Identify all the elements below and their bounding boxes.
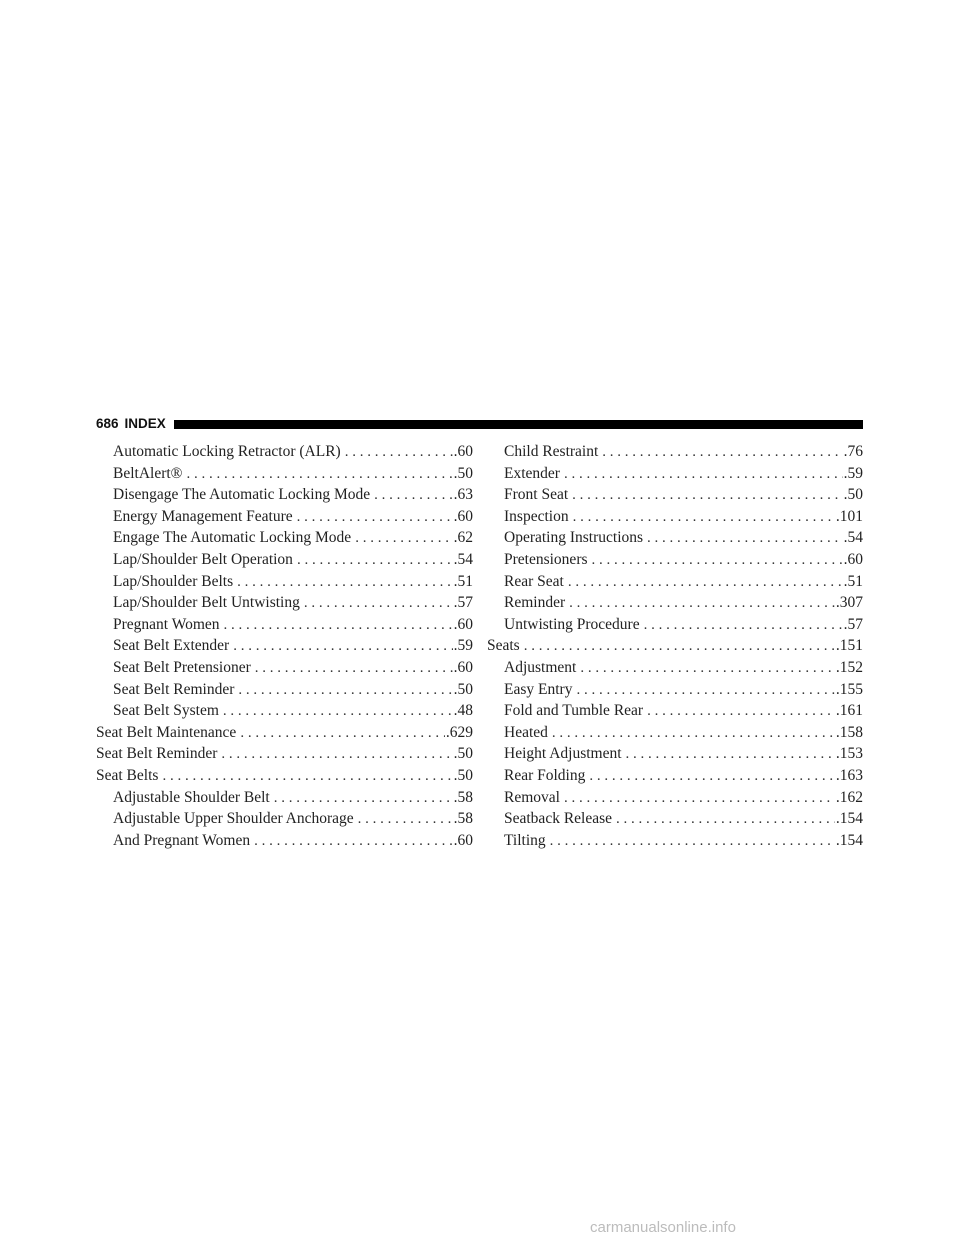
dot-leader bbox=[588, 550, 843, 571]
entry-label: Easy Entry bbox=[504, 680, 573, 698]
index-subentry bbox=[96, 657, 473, 679]
index-subentry bbox=[487, 765, 863, 787]
index-subentry bbox=[96, 506, 473, 528]
dot-leader bbox=[568, 485, 842, 506]
entry-page-number: .151 bbox=[835, 637, 863, 655]
entry-page-number: .60 bbox=[453, 507, 473, 525]
dot-leader bbox=[182, 464, 452, 485]
dot-leader bbox=[341, 442, 453, 463]
index-subentry bbox=[487, 830, 863, 852]
entry-label: Inspection bbox=[504, 507, 569, 525]
index-subentry bbox=[96, 700, 473, 722]
index-subentry bbox=[96, 571, 473, 593]
index-subentry bbox=[487, 787, 863, 809]
watermark: carmanualsonline.info bbox=[590, 1219, 736, 1236]
dot-leader bbox=[293, 507, 453, 528]
entry-page-number: .54 bbox=[453, 550, 473, 568]
entry-page-number: .154 bbox=[835, 831, 863, 849]
entry-label: Lap/Shoulder Belts bbox=[113, 572, 234, 590]
entry-page-number: .50 bbox=[843, 486, 863, 504]
dot-leader bbox=[293, 550, 453, 571]
entry-label: Fold and Tumble Rear bbox=[504, 702, 644, 720]
index-subentry bbox=[487, 506, 863, 528]
dot-leader bbox=[236, 723, 445, 744]
index-column-left bbox=[96, 441, 473, 851]
entry-label: Untwisting Procedure bbox=[504, 615, 640, 633]
entry-label: Child Restraint bbox=[504, 443, 599, 460]
dot-leader bbox=[643, 528, 843, 549]
index-subentry bbox=[96, 441, 473, 463]
index-subentry bbox=[96, 830, 473, 852]
entry-page-number: .60 bbox=[453, 831, 473, 849]
entry-page-number: .152 bbox=[835, 658, 863, 676]
entry-page-number: .163 bbox=[835, 766, 863, 784]
entry-page-number: .158 bbox=[835, 723, 863, 741]
entry-page-number: .54 bbox=[843, 529, 863, 547]
index-subentry bbox=[487, 441, 863, 463]
entry-page-number: .51 bbox=[453, 572, 473, 590]
entry-label: Extender bbox=[504, 464, 560, 482]
entry-page-number: .57 bbox=[453, 594, 473, 612]
index-subentry bbox=[487, 571, 863, 593]
entry-label: Operating Instructions bbox=[504, 529, 644, 547]
entry-label: Rear Folding bbox=[504, 766, 586, 784]
entry-page-number: .629 bbox=[445, 723, 473, 741]
entry-page-number: .58 bbox=[453, 788, 473, 806]
entry-label: Lap/Shoulder Belt Untwisting bbox=[113, 594, 300, 612]
entry-label: Engage The Automatic Locking Mode bbox=[113, 529, 352, 547]
entry-label: Automatic Locking Retractor (ALR) bbox=[113, 443, 341, 460]
entry-page-number: .50 bbox=[453, 766, 473, 784]
entry-label: Adjustment bbox=[504, 658, 577, 676]
entry-label: Seat Belt Reminder bbox=[113, 680, 235, 698]
entry-label: Seat Belt Maintenance bbox=[96, 723, 237, 741]
entry-label: Lap/Shoulder Belt Operation bbox=[113, 550, 293, 568]
dot-leader bbox=[548, 723, 835, 744]
dot-leader bbox=[234, 680, 452, 701]
entry-label: Seatback Release bbox=[504, 810, 613, 828]
entry-label: Seat Belt Extender bbox=[113, 637, 230, 655]
index-subentry bbox=[96, 808, 473, 830]
dot-leader bbox=[250, 831, 453, 852]
index-subentry bbox=[96, 549, 473, 571]
index-subentry bbox=[96, 635, 473, 657]
index-subentry bbox=[487, 484, 863, 506]
dot-leader bbox=[158, 766, 452, 787]
dot-leader bbox=[585, 766, 835, 787]
dot-leader bbox=[622, 744, 835, 765]
index-subentry bbox=[487, 743, 863, 765]
dot-leader bbox=[229, 636, 452, 657]
dot-leader bbox=[565, 593, 835, 614]
entry-page-number: .155 bbox=[835, 680, 863, 698]
index-subentry bbox=[487, 700, 863, 722]
dot-leader bbox=[560, 788, 835, 809]
dot-leader bbox=[300, 593, 453, 614]
section-title: INDEX bbox=[124, 416, 166, 431]
entry-label: Adjustable Upper Shoulder Anchorage bbox=[113, 810, 354, 828]
index-subentry bbox=[96, 614, 473, 636]
entry-page-number: .161 bbox=[835, 702, 863, 720]
entry-label: Energy Management Feature bbox=[113, 507, 293, 525]
index-subentry bbox=[96, 787, 473, 809]
entry-label: Height Adjustment bbox=[504, 745, 622, 763]
index-entry bbox=[96, 743, 473, 765]
page-number: 686 bbox=[96, 416, 119, 431]
entry-page-number: .57 bbox=[843, 615, 863, 633]
entry-label: Seats bbox=[487, 637, 520, 655]
entry-label: Front Seat bbox=[504, 486, 569, 504]
entry-page-number: .154 bbox=[835, 810, 863, 828]
dot-leader bbox=[219, 701, 453, 722]
index-subentry bbox=[487, 463, 863, 485]
entry-label: Reminder bbox=[504, 594, 566, 612]
entry-label: Seat Belt Reminder bbox=[96, 745, 218, 763]
entry-page-number: .62 bbox=[453, 529, 473, 547]
dot-leader bbox=[351, 528, 452, 549]
index-subentry bbox=[96, 679, 473, 701]
entry-page-number: .307 bbox=[835, 594, 863, 612]
entry-page-number: .76 bbox=[843, 443, 863, 460]
index-subentry bbox=[487, 527, 863, 549]
entry-label: Pregnant Women bbox=[113, 615, 220, 633]
index-entry bbox=[96, 722, 473, 744]
dot-leader bbox=[270, 788, 453, 809]
dot-leader bbox=[564, 572, 843, 593]
entry-page-number: .48 bbox=[453, 702, 473, 720]
page-header bbox=[96, 417, 863, 431]
dot-leader bbox=[612, 809, 835, 830]
index-subentry bbox=[96, 527, 473, 549]
index-subentry bbox=[487, 808, 863, 830]
entry-label: Tilting bbox=[504, 831, 546, 849]
entry-label: Adjustable Shoulder Belt bbox=[113, 788, 270, 806]
entry-page-number: .60 bbox=[843, 550, 863, 568]
dot-leader bbox=[217, 744, 452, 765]
index-subentry bbox=[487, 592, 863, 614]
entry-label: Removal bbox=[504, 788, 560, 806]
dot-leader bbox=[220, 615, 453, 636]
entry-page-number: .162 bbox=[835, 788, 863, 806]
entry-page-number: .50 bbox=[453, 680, 473, 698]
dot-leader bbox=[572, 680, 834, 701]
entry-page-number: .153 bbox=[835, 745, 863, 763]
entry-page-number: .101 bbox=[835, 507, 863, 525]
dot-leader bbox=[560, 464, 843, 485]
dot-leader bbox=[520, 636, 835, 657]
entry-page-number: .59 bbox=[453, 637, 473, 655]
index-entry bbox=[96, 765, 473, 787]
entry-page-number: .59 bbox=[843, 464, 863, 482]
dot-leader bbox=[576, 658, 835, 679]
dot-leader bbox=[640, 615, 843, 636]
entry-page-number: .50 bbox=[453, 745, 473, 763]
entry-page-number: .60 bbox=[453, 443, 473, 460]
index-subentry bbox=[487, 679, 863, 701]
entry-label: BeltAlert® bbox=[113, 464, 183, 482]
entry-page-number: .60 bbox=[453, 658, 473, 676]
dot-leader bbox=[370, 485, 452, 506]
index-subentry bbox=[487, 657, 863, 679]
dot-leader bbox=[233, 572, 453, 593]
entry-page-number: .51 bbox=[843, 572, 863, 590]
entry-label: Disengage The Automatic Locking Mode bbox=[113, 486, 371, 504]
entry-page-number: .58 bbox=[453, 810, 473, 828]
dot-leader bbox=[598, 442, 842, 463]
index-entry bbox=[487, 635, 863, 657]
entry-label: Pretensioners bbox=[504, 550, 588, 568]
entry-label: And Pregnant Women bbox=[113, 831, 251, 849]
entry-label: Rear Seat bbox=[504, 572, 564, 590]
index-subentry bbox=[96, 463, 473, 485]
entry-label: Seat Belt Pretensioner bbox=[113, 658, 251, 676]
index-subentry bbox=[487, 614, 863, 636]
entry-label: Seat Belts bbox=[96, 766, 159, 784]
entry-label: Heated bbox=[504, 723, 548, 741]
index-subentry bbox=[96, 484, 473, 506]
entry-page-number: .63 bbox=[453, 486, 473, 504]
index-subentry bbox=[487, 549, 863, 571]
dot-leader bbox=[643, 701, 835, 722]
dot-leader bbox=[251, 658, 453, 679]
entry-page-number: .50 bbox=[453, 464, 473, 482]
index-column-right bbox=[487, 441, 863, 851]
header-rule bbox=[174, 420, 863, 429]
entry-label: Seat Belt System bbox=[113, 702, 219, 720]
index-subentry bbox=[487, 722, 863, 744]
dot-leader bbox=[354, 809, 453, 830]
index-subentry bbox=[96, 592, 473, 614]
entry-page-number: .60 bbox=[453, 615, 473, 633]
dot-leader bbox=[569, 507, 835, 528]
dot-leader bbox=[546, 831, 835, 852]
